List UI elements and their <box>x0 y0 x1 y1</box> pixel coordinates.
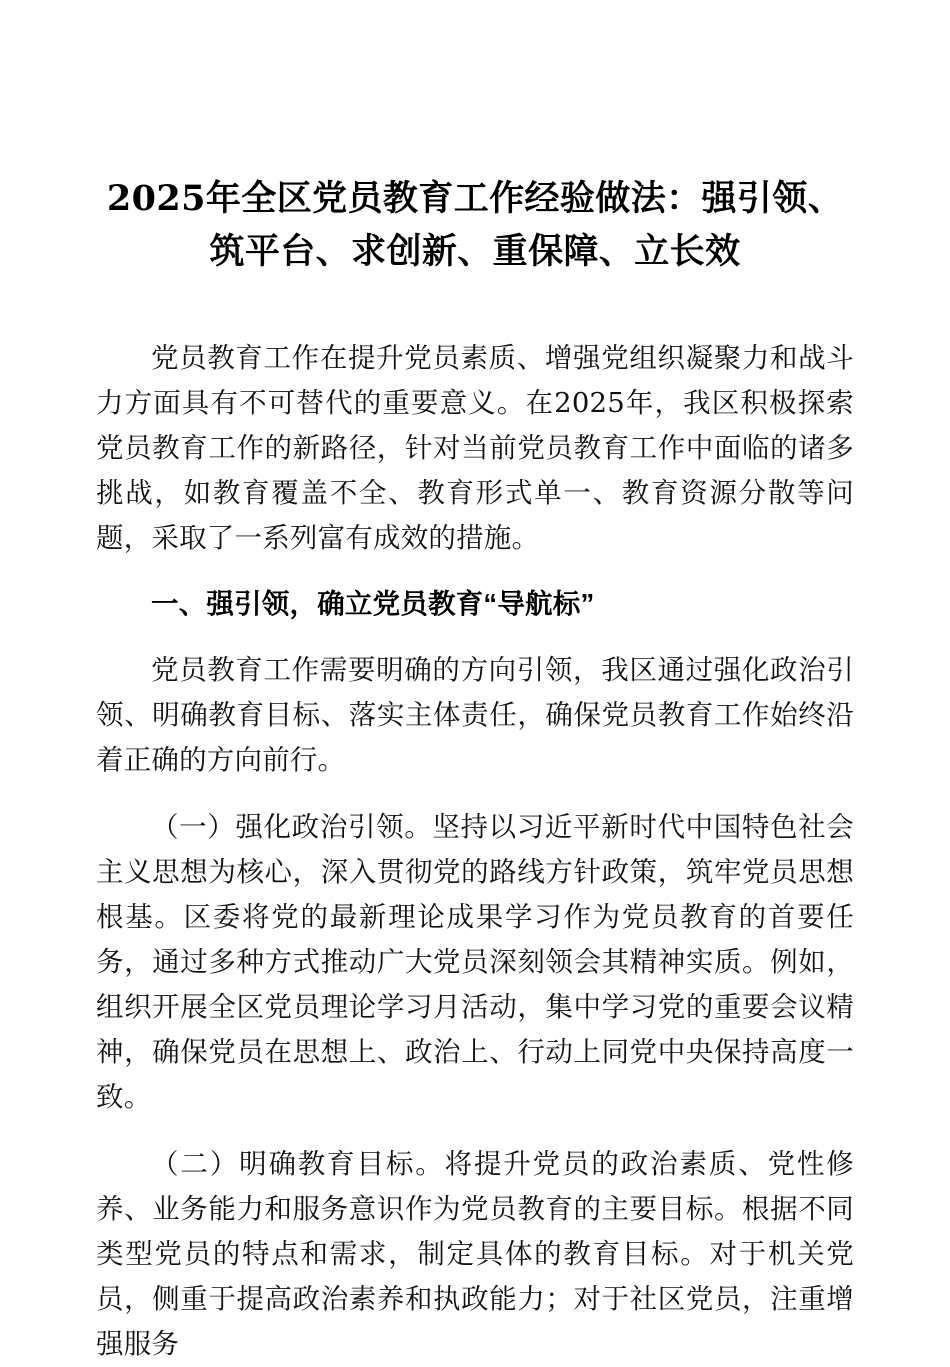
page-title <box>96 0 854 278</box>
paragraph-item-1-1: （一）强化政治引领。坚持以习近平新时代中国特色社会主义思想为核心，深入贯彻党的路线方针政策，筑牢党员思想根基。区委将党的最新理论成果学习作为党员教育的首要任务，通过多种方式推动广大党员深刻领会其精神实质。例如，组织开展全区党员理论学习月活动，集中学习党的重要会议精神，确保党员在思想上、政治上、行动上同党中央保持高度一致。 <box>96 811 854 1113</box>
document-body <box>96 0 854 1367</box>
paragraph-intro: 党员教育工作在提升党员素质、增强党组织凝聚力和战斗力方面具有不可替代的重要意义。在2025年，我区积极探索党员教育工作的新路径，针对当前党员教育工作中面临的诸多挑战，如教育覆盖不全、教育形式单一、教育资源分散等问题，采取了一系列富有成效的措施。 <box>96 342 854 554</box>
paragraph-item-1-2: （二）明确教育目标。将提升党员的政治素质、党性修养、业务能力和服务意识作为党员教育的主要目标。根据不同类型党员的特点和需求，制定具体的教育目标。对于机关党员，侧重于提高政治素养和执政能力；对于社区党员，注重增强服务 <box>96 1148 854 1360</box>
section-heading-1: 一、强引领，确立党员教育“导航标” <box>151 588 595 619</box>
title-line-2: 筑平台、求创新、重保障、立长效 <box>209 231 741 272</box>
title-line-1: 2025年全区党员教育工作经验做法：强引领、 <box>106 178 844 219</box>
paragraph-section-1-intro: 党员教育工作需要明确的方向引领，我区通过强化政治引领、明确教育目标、落实主体责任，确保党员教育工作始终沿着正确的方向前行。 <box>96 654 854 776</box>
